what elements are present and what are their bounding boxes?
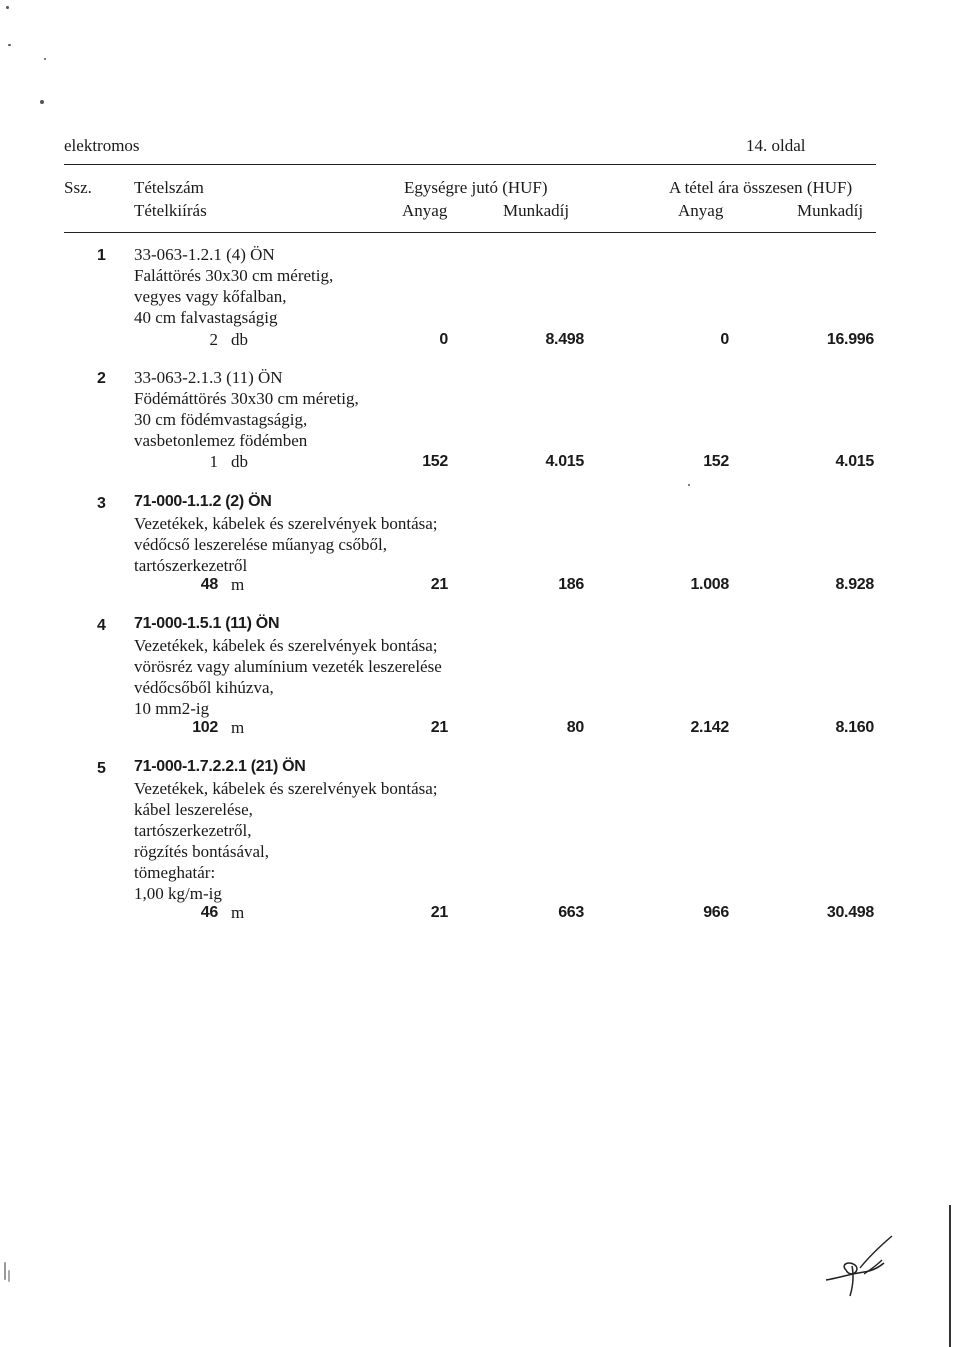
- item-code: 71-000-1.7.2.2.1 (21) ÖN: [134, 758, 306, 775]
- total-material-value: 966: [703, 904, 729, 921]
- item-qty: 48: [200, 576, 218, 593]
- item-unit: db: [231, 330, 248, 349]
- section-title: elektromos: [64, 136, 140, 155]
- item-desc-line: Vezetékek, kábelek és szerelvények bontása;: [134, 514, 438, 533]
- col-unit-material: Anyag: [402, 201, 448, 220]
- unit-labor-value: 8.498: [545, 331, 584, 348]
- unit-material-value: 152: [422, 453, 448, 470]
- unit-material-value: 21: [430, 904, 448, 921]
- item-desc-line: Vezetékek, kábelek és szerelvények bontása;: [134, 636, 438, 655]
- signature-mark: [820, 1230, 900, 1300]
- scan-speck: [6, 6, 9, 9]
- total-material-value: 0: [720, 331, 729, 348]
- item-desc-line: 40 cm falvastagságig: [134, 308, 278, 327]
- col-total-labor: Munkadíj: [797, 201, 864, 220]
- item-qty: 2: [209, 330, 218, 349]
- item-qty: 46: [200, 904, 218, 921]
- total-material-value: 152: [703, 453, 729, 470]
- scan-speck: [8, 44, 11, 46]
- item-code: 33-063-2.1.3 (11) ÖN: [134, 368, 283, 387]
- scan-speck: [40, 100, 44, 104]
- unit-material-value: 0: [439, 331, 448, 348]
- item-code: 71-000-1.5.1 (11) ÖN: [134, 615, 280, 632]
- page-number: 14. oldal: [746, 136, 806, 155]
- item-desc-line: tartószerkezetről,: [134, 821, 252, 840]
- col-total-group: A tétel ára összesen (HUF): [669, 178, 853, 197]
- col-desc: Tételkiírás: [134, 201, 207, 220]
- unit-labor-value: 663: [558, 904, 584, 921]
- col-total-material: Anyag: [678, 201, 724, 220]
- item-unit: m: [231, 575, 245, 594]
- scan-speck: [688, 484, 690, 486]
- total-material-value: 2.142: [690, 719, 729, 736]
- total-material-value: 1.008: [690, 576, 729, 593]
- header-rule: [64, 164, 876, 165]
- item-code: 71-000-1.1.2 (2) ÖN: [134, 493, 272, 510]
- col-unit-group: Egységre jutó (HUF): [404, 178, 548, 197]
- item-desc-line: Vezetékek, kábelek és szerelvények bontása;: [134, 779, 438, 798]
- item-number: 2: [97, 370, 106, 387]
- item-desc-line: 1,00 kg/m-ig: [134, 884, 222, 903]
- total-labor-value: 4.015: [835, 453, 874, 470]
- total-labor-value: 8.928: [835, 576, 874, 593]
- item-desc-line: 30 cm födémvastagságig,: [134, 410, 308, 429]
- item-unit: m: [231, 903, 245, 922]
- item-number: 1: [97, 247, 106, 264]
- item-qty: 102: [192, 719, 218, 736]
- item-desc-line: tartószerkezetről: [134, 556, 248, 575]
- col-no: Ssz.: [64, 178, 92, 197]
- col-unit-labor: Munkadíj: [503, 201, 570, 220]
- total-labor-value: 8.160: [835, 719, 874, 736]
- item-qty: 1: [209, 452, 218, 471]
- item-number: 5: [97, 760, 106, 777]
- item-unit: m: [231, 718, 245, 737]
- scan-speck: [4, 1262, 6, 1280]
- col-item-no: Tételszám: [134, 178, 204, 197]
- unit-labor-value: 186: [558, 576, 584, 593]
- item-desc-line: rögzítés bontásával,: [134, 842, 270, 861]
- scan-speck: [8, 1270, 10, 1282]
- item-unit: db: [231, 452, 248, 471]
- item-desc-line: Födémáttörés 30x30 cm méretig,: [134, 389, 359, 408]
- item-desc-line: 10 mm2-ig: [134, 699, 210, 718]
- item-desc-line: tömeghatár:: [134, 863, 216, 882]
- item-desc-line: vegyes vagy kőfalban,: [134, 287, 287, 306]
- page-edge-line: [949, 1205, 951, 1347]
- total-labor-value: 16.996: [826, 331, 874, 348]
- unit-labor-value: 4.015: [545, 453, 584, 470]
- item-number: 4: [97, 617, 106, 634]
- unit-labor-value: 80: [566, 719, 584, 736]
- item-desc-line: Faláttörés 30x30 cm méretig,: [134, 266, 334, 285]
- unit-material-value: 21: [430, 719, 448, 736]
- unit-material-value: 21: [430, 576, 448, 593]
- columns-rule: [64, 232, 876, 233]
- item-desc-line: vörösréz vagy alumínium vezeték leszerelése: [134, 657, 442, 676]
- item-desc-line: védőcső leszerelése műanyag csőből,: [134, 535, 388, 554]
- item-desc-line: védőcsőből kihúzva,: [134, 678, 274, 697]
- scan-speck: [44, 58, 46, 60]
- item-code: 33-063-1.2.1 (4) ÖN: [134, 245, 275, 264]
- item-desc-line: kábel leszerelése,: [134, 800, 253, 819]
- total-labor-value: 30.498: [826, 904, 874, 921]
- item-desc-line: vasbetonlemez födémben: [134, 431, 308, 450]
- item-number: 3: [97, 495, 106, 512]
